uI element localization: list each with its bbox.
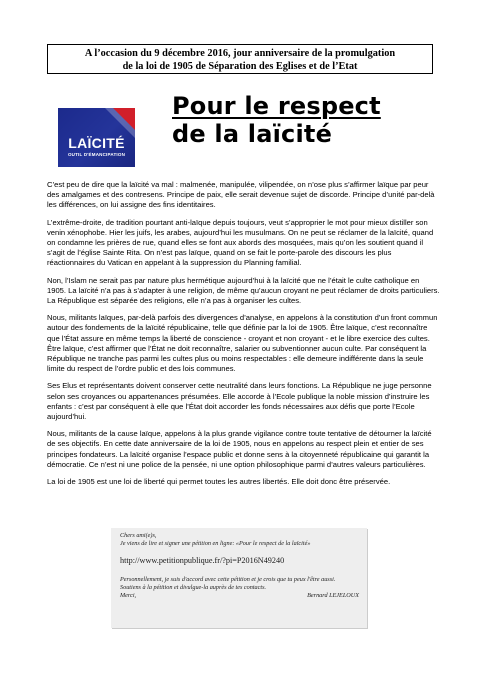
petition-greeting: Chers ami(e)s, <box>120 532 157 539</box>
title-line-1: Pour le respect <box>172 92 381 120</box>
petition-intro: Je viens de lire et signer une pétition en ligne: «Pour le respect de la laïcité» <box>120 540 311 548</box>
paragraph: C’est peu de dire que la laïcité va mal : malmenée, manipulée, vilipendée, on n’ose plus s’affirmer laïque par peur des amalgames et des contresens. Principe de paix, elle serait devenue sujet de discorde. Principe d’unité par-delà les différences, on lui assigne des fins identitaires. <box>47 180 435 210</box>
logo-red-corner <box>113 108 135 130</box>
petition-box <box>111 528 367 628</box>
header-banner <box>47 44 433 74</box>
petition-body-2: Soutiens à la pétition et divulgue-la auprès de tes contacts. <box>120 583 267 591</box>
paragraph: Non, l’Islam ne serait pas par nature plus hermétique aujourd’hui à la laïcité que ne l’était le culte catholique en 1905. La laïcité n’a pas à s’adapter à une religion, de même qu’aucun croyant ne peut réclamer de droits particuliers. La République est séparée des religions, elle n’a pas à organiser les cultes. <box>47 275 440 306</box>
article-body <box>47 180 440 494</box>
laicite-logo <box>58 108 135 167</box>
paragraph: Nous, militants de la cause laïque, appelons à la plus grande vigilance contre toute tentative de détourner la laïcité de ses objectifs. En cette date anniversaire de la loi de 1905, nous en appelons au respect plein et entier de ses principes fondateurs. La laïcité organise l’espace public et donne sens à la citoyenneté républicaine qui garantit la démocratie. Ce n’est ni une police de la pensée, ni une option philosophique parmi d’autres valeurs particulières. <box>47 429 432 469</box>
title-line-2: de la laïcité <box>172 120 333 148</box>
paragraph: Nous, militants laïques, par-delà parfois des divergences d’analyse, en appelons à la constitution d’un front commun autour des fondements de la laïcité républicaine, telle que définie par la loi de 1905. Être laïque, c’est reconnaître que l’État assure en même temps la liberté de conscience - croyant et non croyant - et le libre exercice des cultes. Être laïque, c’est affirmer que l’État ne doit reconnaître, salarier ou subventionner aucun culte. Par conséquent la République ne tranche pas parmi les cultes plus ou moins respectables : elle demeure indifférente dans la seule limite du respect de l’ordre public et des lois communes. <box>47 313 438 374</box>
header-line-2: de la loi de 1905 de Séparation des Eglises et de l’Etat <box>122 61 358 72</box>
petition-signature: Bernard LEJELOUX <box>307 592 359 600</box>
logo-subtitle: OUTIL D'ÉMANCIPATION <box>67 152 126 157</box>
petition-link[interactable]: http://www.petitionpublique.fr/?pi=P2016N49240 <box>120 556 285 566</box>
header-line-1: A l’occasion du 9 décembre 2016, jour anniversaire de la promulgation <box>84 48 396 59</box>
paragraph: La loi de 1905 est une loi de liberté qui permet toutes les autres libertés. Elle doit donc être préservée. <box>47 477 391 487</box>
paragraph: L’extrême-droite, de tradition pourtant anti-laïque depuis toujours, veut s’approprier le mot pour mieux distiller son venin xénophobe. Hier les juifs, les arabes, aujourd’hui les musulmans. On ne peut se réclamer de la laïcité, quand on condamne les prières de rue, quand elles se font aux abords des mosquées, mais qu’on les soutient quand il s’agit de l’église Sainte Rita. On n’est pas laïque, quand on se fait le porte-parole des discours les plus réactionnaires du Vatican en appelant à la suppression du Planning familial. <box>47 217 434 268</box>
petition-body-1: Personnellement, je suis d'accord avec cette pétition et je crois que tu peux l'être aussi. <box>120 575 336 583</box>
logo-text: LAÏCITÉ <box>68 135 125 151</box>
petition-thanks: Merci, <box>120 592 137 600</box>
page-title <box>172 92 432 148</box>
paragraph: Ses Elus et représentants doivent conserver cette neutralité dans leurs fonctions. La République ne juge personne selon ses croyances ou appartenances présumées. Elle accorde à l’Ecole publique la noble mission d’instruire les enfants : c’est par conséquent à elle que l’État doit accorder les fonds nécessaires aux défis que porte l’Ecole aujourd’hui. <box>47 381 432 422</box>
